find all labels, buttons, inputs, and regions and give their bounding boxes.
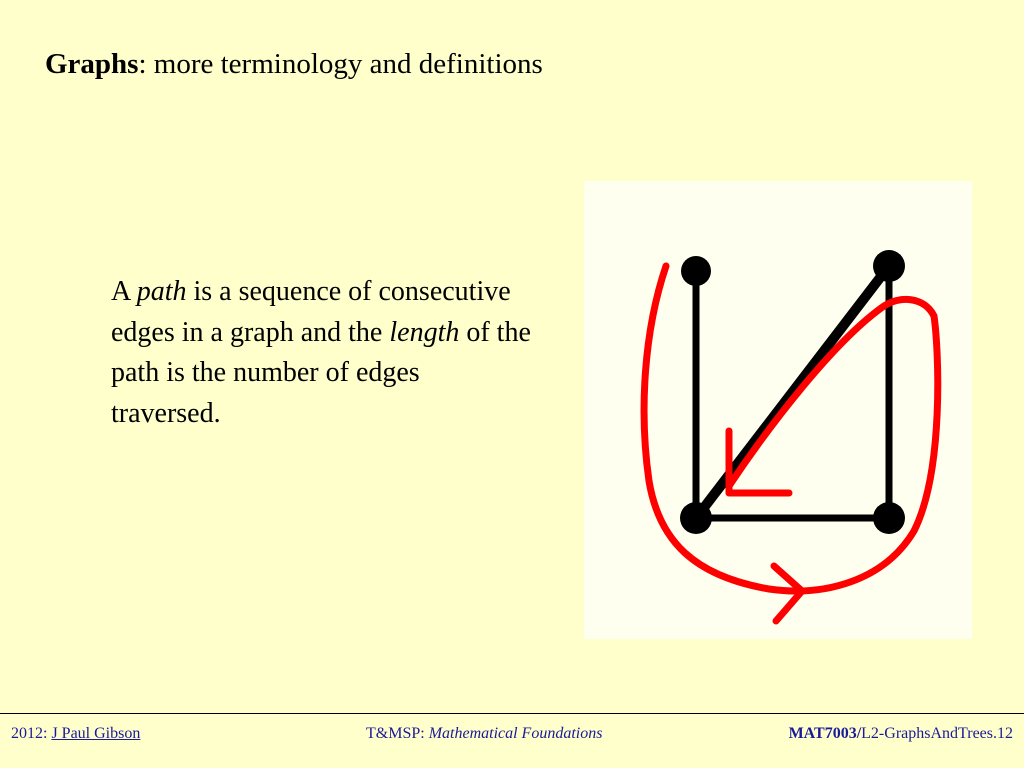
- graph-path-figure: [584, 181, 972, 639]
- definition-part-1: A: [111, 276, 137, 307]
- slide-title: [45, 48, 543, 81]
- path-definition: [111, 272, 531, 434]
- path-curve: [644, 266, 938, 591]
- footer-left: [11, 725, 140, 743]
- footer-right: [789, 725, 1013, 743]
- definition-part-2: is a sequence of consecutive edges in a graph and the: [111, 276, 511, 348]
- slide-title-rest: : more terminology and definitions: [138, 48, 543, 80]
- vertex-top-right: [873, 250, 905, 282]
- vertex-bottom-left: [680, 502, 712, 534]
- vertex-bottom-right: [873, 502, 905, 534]
- footer-slide-id: L2-GraphsAndTrees.12: [861, 725, 1013, 742]
- path-annotation: [644, 266, 938, 621]
- term-length: length: [389, 316, 460, 348]
- footer-module-code: MAT7003/: [788, 725, 862, 742]
- graph-path-svg: [584, 181, 972, 639]
- graph-edges: [696, 266, 889, 518]
- footer-course-prefix: T&MSP:: [366, 725, 429, 742]
- slide-footer: [0, 716, 1024, 756]
- slide-title-bold: Graphs: [45, 48, 139, 80]
- footer-middle: [366, 725, 602, 743]
- definition-part-3: of the path is the number of edges traversed.: [111, 316, 531, 429]
- footer-course-name: Mathematical Foundations: [428, 725, 603, 742]
- footer-divider: [0, 713, 1024, 714]
- edge-diagonal: [696, 266, 889, 518]
- footer-year: 2012:: [11, 725, 52, 742]
- author-link[interactable]: J Paul Gibson: [51, 725, 141, 742]
- term-path: path: [136, 276, 187, 307]
- vertex-top-left: [681, 256, 711, 286]
